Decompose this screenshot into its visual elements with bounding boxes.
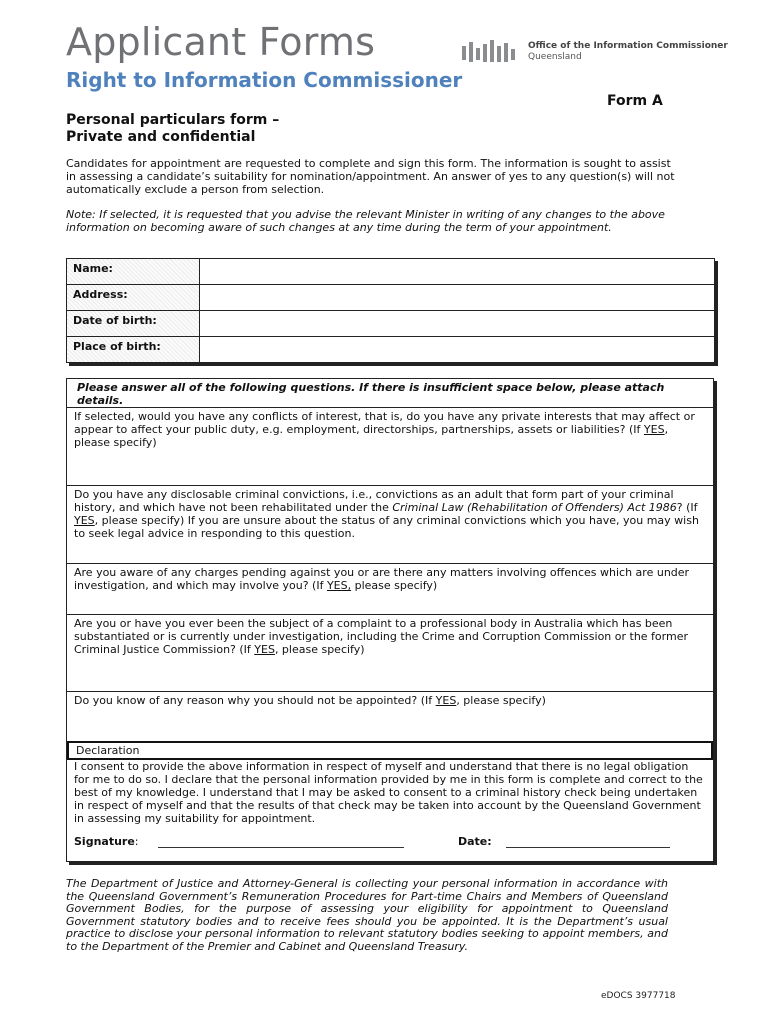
questions-header: Please answer all of the following questions. If there is insufficient space below, please attach details. [77, 381, 665, 407]
intro-paragraph: Candidates for appointment are requested to complete and sign this form. The information is sought to assist in assessing a candidate’s suitability for nomination/appointment. An answer of yes to any question(s) will not automatically exclude a person from selection. [66, 157, 675, 196]
question-charges-text: Are you aware of any charges pending against you or are there any matters involving offences which are under investigation, and which may involve you? (If [74, 566, 690, 592]
signature-row [74, 835, 704, 851]
dob-label: Date of birth: [67, 311, 200, 337]
criminal-law-act-title: Criminal Law (Rehabilitation of Offenders) Act 1986 [392, 501, 677, 514]
question-reason-end: , please specify) [456, 694, 546, 707]
address-label: Address: [67, 285, 200, 311]
yes-word: YES [74, 514, 95, 527]
date-label: Date: [458, 835, 492, 848]
question-convictions[interactable] [67, 485, 713, 563]
question-conflicts[interactable] [67, 407, 713, 485]
note-text: If selected, it is requested that you advise the relevant Minister in writing of any changes to the above information on becoming aware of such changes at any time during the term of your appointment. [66, 208, 665, 234]
declaration-text: I consent to provide the above information in respect of myself and understand that there is no legal obligation for me to do so. I declare that the personal information provided by me in this form is complete and correct to the best of my knowledge. I understand that I may be asked to consent to a criminal history check being undertaken in respect of myself and that the results of that check may be taken into account by the Queensland Government in assessing my suitability for appointment. [74, 760, 703, 825]
document-reference: eDOCS 3977718 [601, 991, 676, 1001]
question-charges-end: please specify) [351, 579, 438, 592]
question-convictions-mid: ? (If [676, 501, 698, 514]
logo-org-name: Office of the Information Commissioner [528, 41, 728, 51]
pob-label: Place of birth: [67, 337, 200, 363]
form-heading [66, 112, 279, 146]
yes-word: YES [254, 643, 275, 656]
question-reason-not-appointed[interactable] [67, 691, 713, 741]
question-complaint-text: Are you or have you ever been the subject of a complaint to a professional body in Australia which has been substantiated or is currently under investigation, including the Crime and Corruption Commission or the former Criminal Justice Commission? (If [74, 617, 688, 656]
yes-word: YES [643, 423, 665, 436]
note-label: Note: [66, 208, 96, 221]
personal-particulars-table [66, 258, 715, 363]
yes-word: YES, [326, 579, 352, 592]
questions-block [66, 378, 714, 862]
question-reason-text: Do you know of any reason why you should not be appointed? (If [74, 694, 436, 707]
page-title: Applicant Forms [66, 20, 376, 64]
form-heading-line1: Personal particulars form – [66, 112, 280, 128]
page-subtitle: Right to Information Commissioner [66, 68, 463, 92]
logo-bars-icon [462, 40, 522, 64]
question-complaint[interactable] [67, 614, 713, 691]
signature-label: Signature [74, 835, 135, 848]
form-label: Form A [607, 93, 663, 109]
signature-field[interactable] [158, 847, 404, 848]
yes-word: YES [435, 694, 457, 707]
question-conflicts-text: If selected, would you have any conflicts of interest, that is, do you have any private interests that may affect or appear to affect your public duty, e.g. employment, directorships, partnerships, assets or liabilities? (If [74, 410, 695, 436]
name-field[interactable] [200, 259, 715, 285]
question-complaint-end: , please specify) [274, 643, 365, 656]
form-heading-line2: Private and confidential [66, 129, 256, 145]
pob-field[interactable] [200, 337, 715, 363]
logo-org-state: Queensland [528, 52, 582, 62]
address-field[interactable] [200, 285, 715, 311]
oic-logo [462, 40, 728, 66]
question-convictions-end: , please specify) If you are unsure about the status of any criminal convictions which you have, you may wish to seek legal advice in responding to this question. [74, 514, 699, 540]
date-field[interactable] [506, 847, 670, 848]
question-conflicts-end: , please specify) [74, 423, 669, 449]
question-charges-pending[interactable] [67, 563, 713, 614]
signature-colon: : [134, 835, 139, 848]
privacy-notice: The Department of Justice and Attorney-General is collecting your personal information in accordance with the Queensland Government’s Remuneration Procedures for Part-time Chairs and Members of Queensland Government Bodies, for the purpose of assessing your eligibility for appointment to Queensland Government statutory bodies and to receive fees should you be appointed. It is the Department’s usual practice to disclose your personal information to relevant statutory bodies seeking to appoint members, and to the Department of the Premier and Cabinet and Queensland Treasury. [66, 877, 668, 953]
name-label: Name: [67, 259, 200, 285]
dob-field[interactable] [200, 311, 715, 337]
question-convictions-text: Do you have any disclosable criminal convictions, i.e., convictions as an adult that form part of your criminal history, and which have not been rehabilitated under the [74, 488, 674, 514]
declaration-heading: Declaration [67, 741, 713, 760]
note-paragraph [66, 208, 676, 234]
signature-label-group [74, 835, 139, 848]
